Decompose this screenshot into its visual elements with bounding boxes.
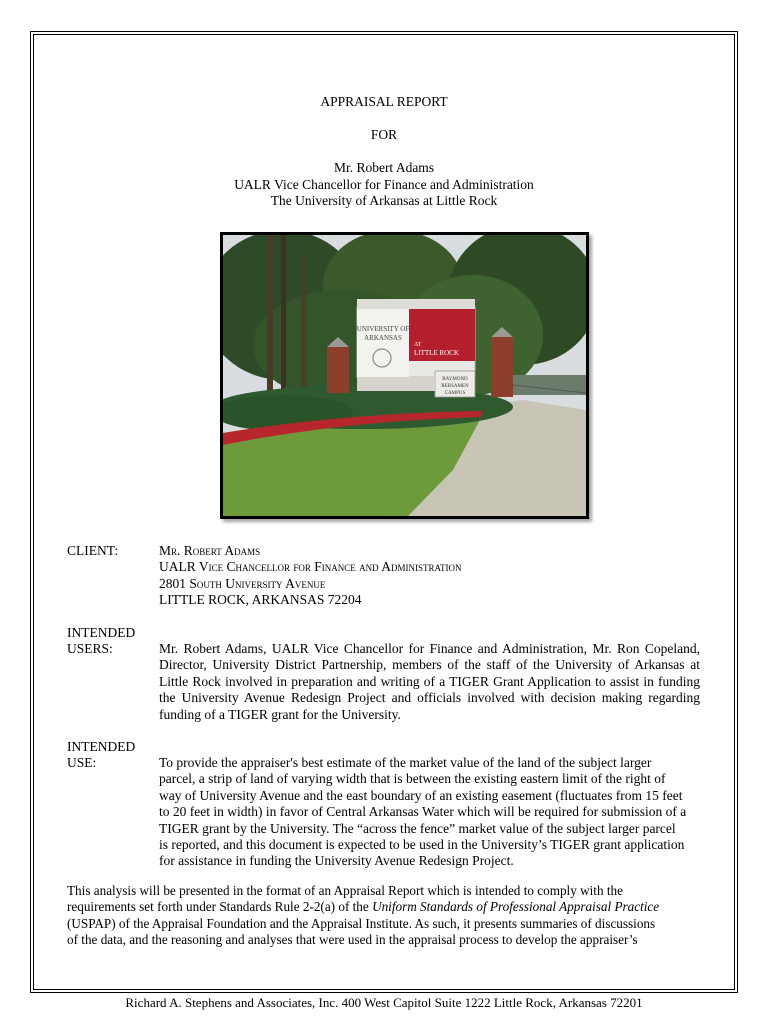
sign-text-line3: AT [414, 342, 422, 348]
intended-use-line: is reported, and this document is expected to be used in the University’s TIGER grant application [159, 837, 685, 853]
intended-use-line: parcel, a strip of land of varying width that is between the existing eastern limit of the right of [159, 771, 666, 787]
summary-paragraph [67, 883, 700, 949]
client-address: 2801 South University Avenue [159, 575, 326, 591]
intended-users-label-line1: INTENDED [67, 625, 136, 640]
client-block [159, 543, 462, 609]
intended-use-line: way of University Avenue and the east boundary of an existing easement (fluctuates from 15 feet [159, 787, 683, 803]
summary-line4: of the data, and the reasoning and analyses that were used in the appraisal process to develop the appraiser’s [67, 932, 638, 948]
uspap-title: Uniform Standards of Professional Appraisal Practice [372, 899, 660, 915]
plaque-text-line2: REBSAMEN [441, 384, 469, 389]
report-for: FOR [370, 127, 398, 142]
campus-sign-photo [220, 232, 589, 519]
plaque-text-line3: CAMPUS [444, 391, 466, 396]
intended-use-label-line2: USE: [67, 755, 97, 770]
client-title: UALR Vice Chancellor for Finance and Administration [159, 559, 462, 575]
sign-text-line2: ARKANSAS [364, 334, 402, 342]
plaque-text-line1: RAYMOND [442, 377, 468, 382]
intended-use-text [159, 755, 704, 870]
intended-users-label-line2: USERS: [67, 641, 113, 656]
summary-line2 [67, 899, 700, 915]
intended-use-line: to 20 feet in width) in favor of Central Arkansas Water which will be required for submission of a [159, 804, 687, 820]
campus-sign-illustration [223, 235, 586, 516]
recipient-title: UALR Vice Chancellor for Finance and Administration [234, 177, 534, 192]
intended-use-line: for assistance in funding the University Avenue Redesign Project. [159, 853, 514, 869]
summary-line1: This analysis will be presented in the format of an Appraisal Report which is intended to comply with the [67, 883, 623, 898]
client-city: LITTLE ROCK, ARKANSAS 72204 [159, 592, 362, 608]
client-name: Mr. Robert Adams [159, 543, 261, 558]
summary-line2-text: requirements set forth under Standards Rule 2-2(a) of the [67, 899, 373, 915]
recipient-org: The University of Arkansas at Little Rock [270, 193, 498, 208]
recipient-name: Mr. Robert Adams [333, 160, 435, 175]
summary-line3: (USPAP) of the Appraisal Foundation and the Appraisal Institute. As such, it presents summaries of discussions [67, 915, 656, 931]
sign-text-line1: UNIVERSITY OF [356, 325, 410, 333]
page-footer: Richard A. Stephens and Associates, Inc. 400 West Capitol Suite 1222 Little Rock, Arkansas 72201 [125, 995, 643, 1010]
client-label: CLIENT: [67, 543, 119, 558]
intended-users-text: Mr. Robert Adams, UALR Vice Chancellor for Finance and Administration, Mr. Ron Copeland, Director, University District Partnership, members of the staff of the University of Arkansas at Little Rock involved in preparation and writing of a TIGER Grant Application to assist in funding the University Avenue Redesign Project and officials involved with decision making regarding funding of a TIGER grant for the University. [159, 641, 700, 722]
report-title: APPRAISAL REPORT [320, 94, 448, 109]
sign-text-line4: LITTLE ROCK [414, 349, 459, 357]
intended-use-line: TIGER grant by the University. The “across the fence” market value of the subject larger parcel [159, 820, 676, 836]
intended-use-label-line1: INTENDED [67, 739, 136, 754]
intended-use-line: To provide the appraiser's best estimate of the market value of the land of the subject larger [159, 755, 652, 770]
